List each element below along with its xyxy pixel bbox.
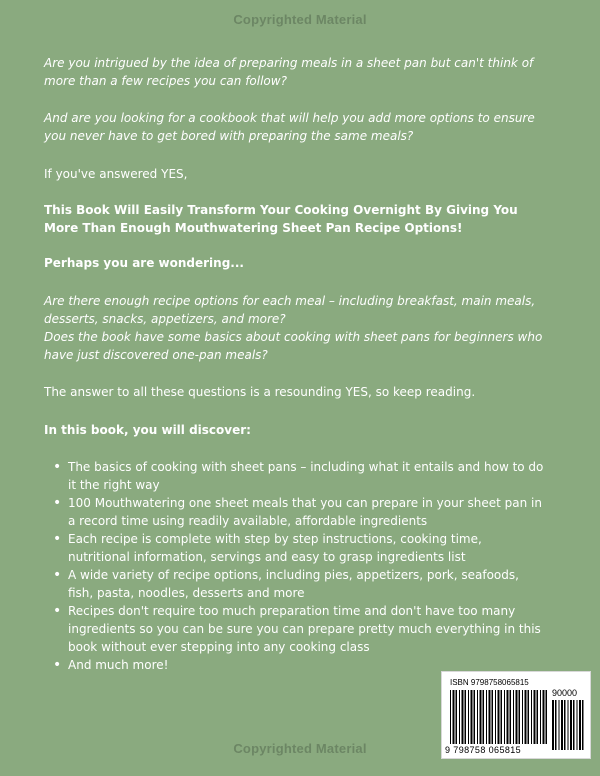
watermark-bottom: Copyrighted Material xyxy=(233,741,367,756)
list-item: • A wide variety of recipe options, including pies, appetizers, pork, seafoods, fish, pasta, noodles, desserts and more xyxy=(68,566,546,602)
list-item: • Each recipe is complete with step by step instructions, cooking time, nutritional information, servings and easy to grasp ingredients list xyxy=(68,530,546,566)
faq-question-2: Does the book have some basics about cooking with sheet pans for beginners who have just discovered one-pan meals? xyxy=(44,330,543,362)
wondering-heading: Perhaps you are wondering... xyxy=(44,256,244,270)
barcode-digits: 9 798758 065815 xyxy=(445,745,522,755)
transform-headline: This Book Will Easily Transform Your Cooking Overnight By Giving You More Than Enough Mouthwatering Sheet Pan Recipe Options! xyxy=(44,203,518,235)
list-item: • The basics of cooking with sheet pans – including what it entails and how to do it the right way xyxy=(68,458,546,494)
watermark-top: Copyrighted Material xyxy=(233,12,367,27)
list-item: • And much more! xyxy=(68,656,546,674)
barcode-bars-icon xyxy=(450,690,548,744)
isbn-label: ISBN 9798758065815 xyxy=(450,678,529,687)
back-cover-text xyxy=(44,54,544,674)
intro-question-1: Are you intrigued by the idea of preparing meals in a sheet pan but can't think of more than a few recipes you can follow? xyxy=(44,56,534,88)
barcode-price-code: 90000 xyxy=(552,688,578,698)
intro-question-2: And are you looking for a cookbook that will help you add more options to ensure you never have to get bored with preparing the same meals? xyxy=(44,111,535,143)
answered-yes-line: If you've answered YES, xyxy=(44,167,188,181)
list-item: • Recipes don't require too much preparation time and don't have too many ingredients so you can be sure you can prepare pretty much everything in this book without ever stepping into any cooking class xyxy=(68,602,546,656)
answer-line: The answer to all these questions is a resounding YES, so keep reading. xyxy=(44,385,476,399)
faq-question-1: Are there enough recipe options for each meal – including breakfast, main meals, desserts, snacks, appetizers, and more? xyxy=(44,294,536,326)
discover-list xyxy=(44,458,546,674)
list-item: • 100 Mouthwatering one sheet meals that you can prepare in your sheet pan in a record time using readily available, affordable ingredients xyxy=(68,494,546,530)
discover-heading: In this book, you will discover: xyxy=(44,423,251,437)
